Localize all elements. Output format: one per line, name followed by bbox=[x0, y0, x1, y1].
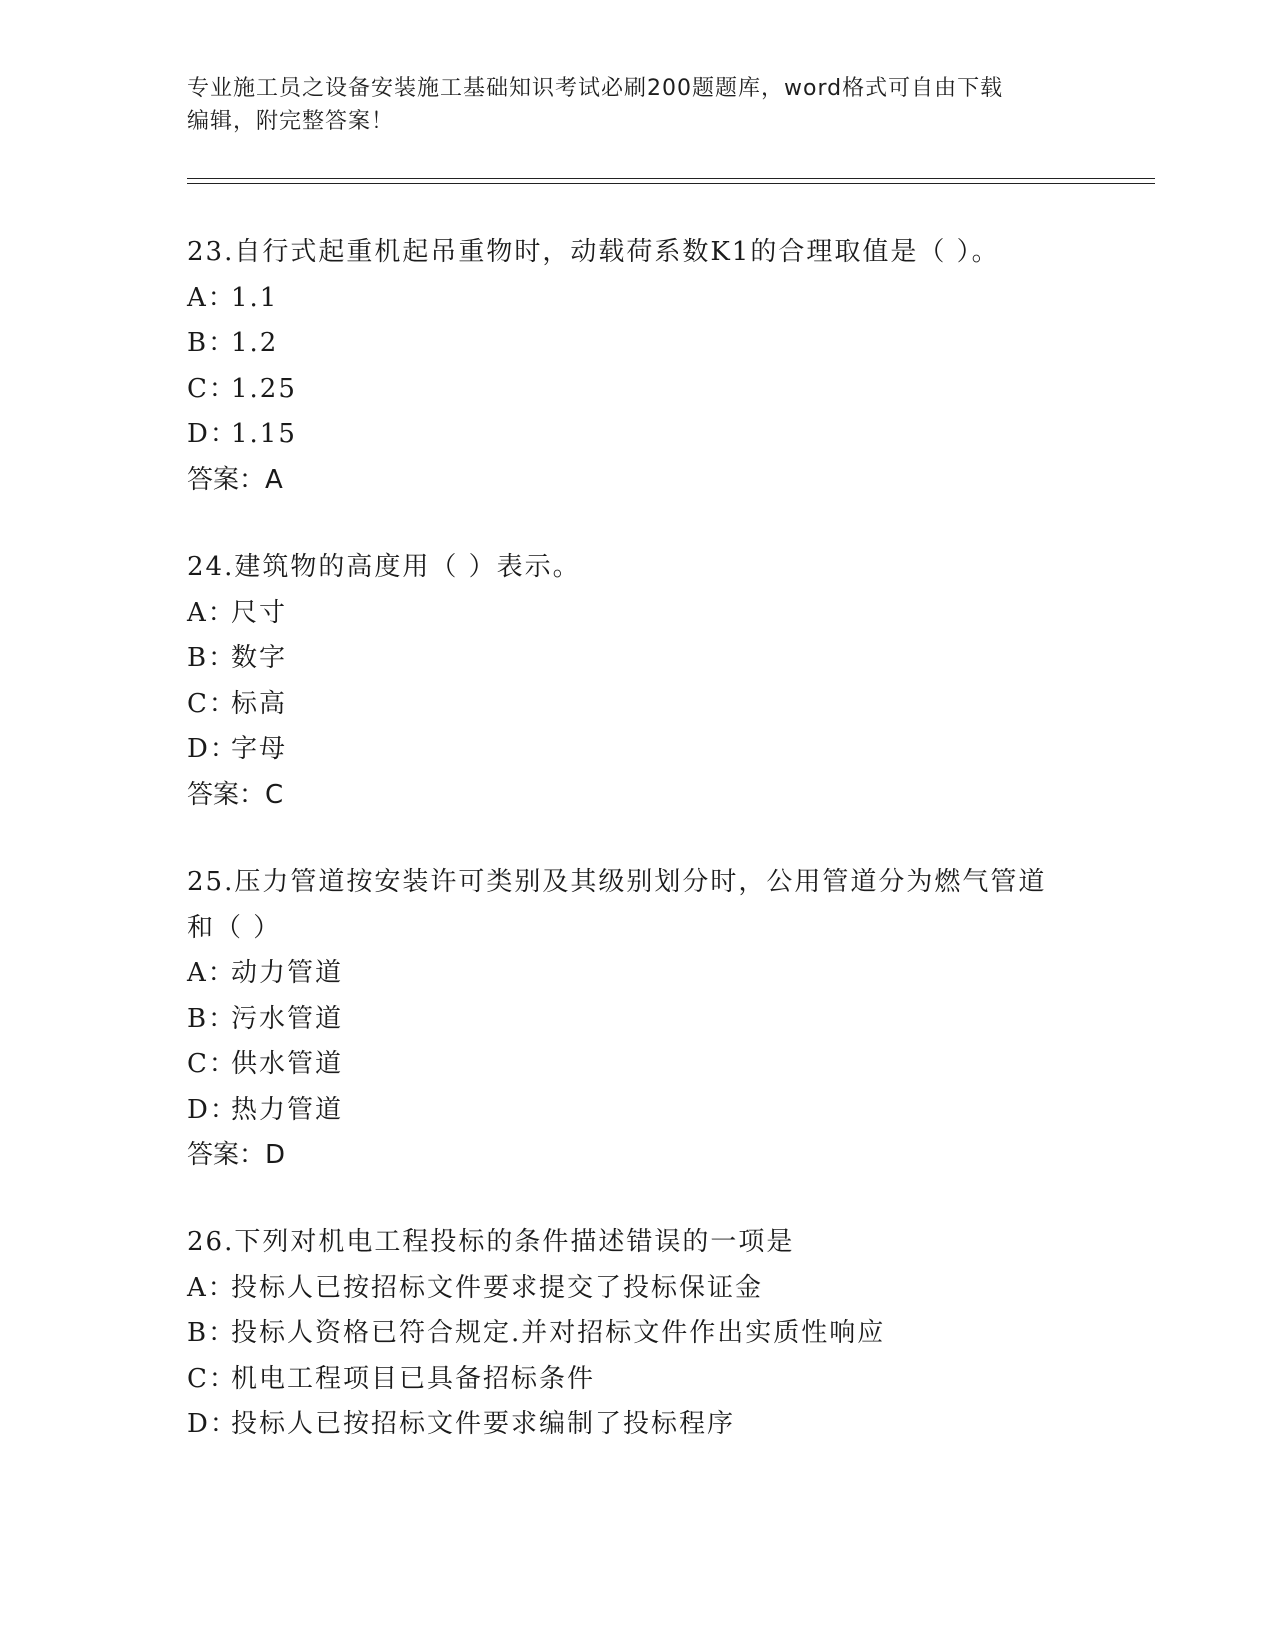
answer: 答案：D bbox=[187, 1140, 286, 1170]
option-key: D： bbox=[187, 1409, 238, 1439]
option-b bbox=[187, 1311, 1087, 1357]
option-key: B： bbox=[187, 328, 237, 358]
option-d bbox=[187, 412, 1087, 458]
option-key: B： bbox=[187, 1318, 237, 1348]
option-text: 1.2 bbox=[231, 328, 279, 358]
option-b bbox=[187, 997, 1087, 1043]
option-text: 1.15 bbox=[231, 419, 297, 449]
option-text: 字母 bbox=[231, 734, 288, 764]
header-divider-top bbox=[187, 178, 1155, 179]
option-text: 供水管道 bbox=[231, 1049, 344, 1079]
question-23 bbox=[187, 230, 1087, 503]
question-stem: 23.自行式起重机起吊重物时，动载荷系数K1的合理取值是（ ）。 bbox=[187, 237, 1000, 267]
option-text: 机电工程项目已具备招标条件 bbox=[231, 1363, 596, 1394]
question-stem: 26.下列对机电工程投标的条件描述错误的一项是 bbox=[187, 1227, 795, 1257]
question-stem-line-1: 25.压力管道按安装许可类别及其级别划分时，公用管道分为燃气管道 bbox=[187, 867, 1047, 897]
option-key: C： bbox=[187, 373, 237, 404]
question-25 bbox=[187, 860, 1087, 1179]
header-line-1: 专业施工员之设备安装施工基础知识考试必刷200题题库，word格式可自由下载 bbox=[187, 76, 1004, 101]
option-key: A： bbox=[187, 597, 236, 628]
option-a bbox=[187, 1266, 1087, 1312]
option-c bbox=[187, 367, 1087, 413]
option-d bbox=[187, 727, 1087, 773]
option-text: 动力管道 bbox=[231, 958, 344, 988]
answer: 答案：A bbox=[187, 464, 283, 495]
option-key: B： bbox=[187, 1003, 237, 1034]
option-text: 污水管道 bbox=[231, 1003, 344, 1034]
option-key: D： bbox=[187, 419, 238, 449]
option-d bbox=[187, 1088, 1087, 1134]
option-key: A： bbox=[187, 958, 236, 988]
option-key: A： bbox=[187, 1272, 236, 1303]
option-b bbox=[187, 321, 1087, 367]
option-a bbox=[187, 591, 1087, 637]
header-divider-bottom bbox=[187, 183, 1155, 184]
option-key: D： bbox=[187, 734, 238, 764]
option-text: 投标人资格已符合规定.并对招标文件作出实质性响应 bbox=[231, 1318, 886, 1348]
option-text: 投标人已按招标文件要求编制了投标程序 bbox=[231, 1409, 736, 1439]
option-key: C： bbox=[187, 1363, 237, 1394]
option-text: 标高 bbox=[231, 688, 288, 719]
document-header bbox=[187, 72, 1067, 138]
option-d bbox=[187, 1402, 1087, 1448]
option-key: C： bbox=[187, 1049, 237, 1079]
option-text: 1.1 bbox=[231, 282, 279, 313]
option-key: A： bbox=[187, 282, 236, 313]
header-line-2: 编辑，附完整答案！ bbox=[187, 109, 395, 134]
option-text: 投标人已按招标文件要求提交了投标保证金 bbox=[231, 1272, 764, 1303]
answer: 答案：C bbox=[187, 779, 284, 810]
option-text: 热力管道 bbox=[231, 1094, 344, 1125]
option-a bbox=[187, 276, 1087, 322]
option-text: 尺寸 bbox=[231, 597, 288, 628]
option-text: 数字 bbox=[231, 643, 288, 673]
option-a bbox=[187, 951, 1087, 997]
question-stem-line-2: 和（ ） bbox=[187, 912, 282, 943]
question-24 bbox=[187, 545, 1087, 818]
option-text: 1.25 bbox=[231, 373, 297, 404]
option-c bbox=[187, 682, 1087, 728]
option-c bbox=[187, 1357, 1087, 1403]
option-key: B： bbox=[187, 643, 237, 673]
question-stem: 24.建筑物的高度用（ ）表示。 bbox=[187, 552, 581, 582]
option-c bbox=[187, 1042, 1087, 1088]
option-key: C： bbox=[187, 688, 237, 719]
option-key: D： bbox=[187, 1094, 238, 1125]
question-26 bbox=[187, 1220, 1087, 1448]
option-b bbox=[187, 636, 1087, 682]
